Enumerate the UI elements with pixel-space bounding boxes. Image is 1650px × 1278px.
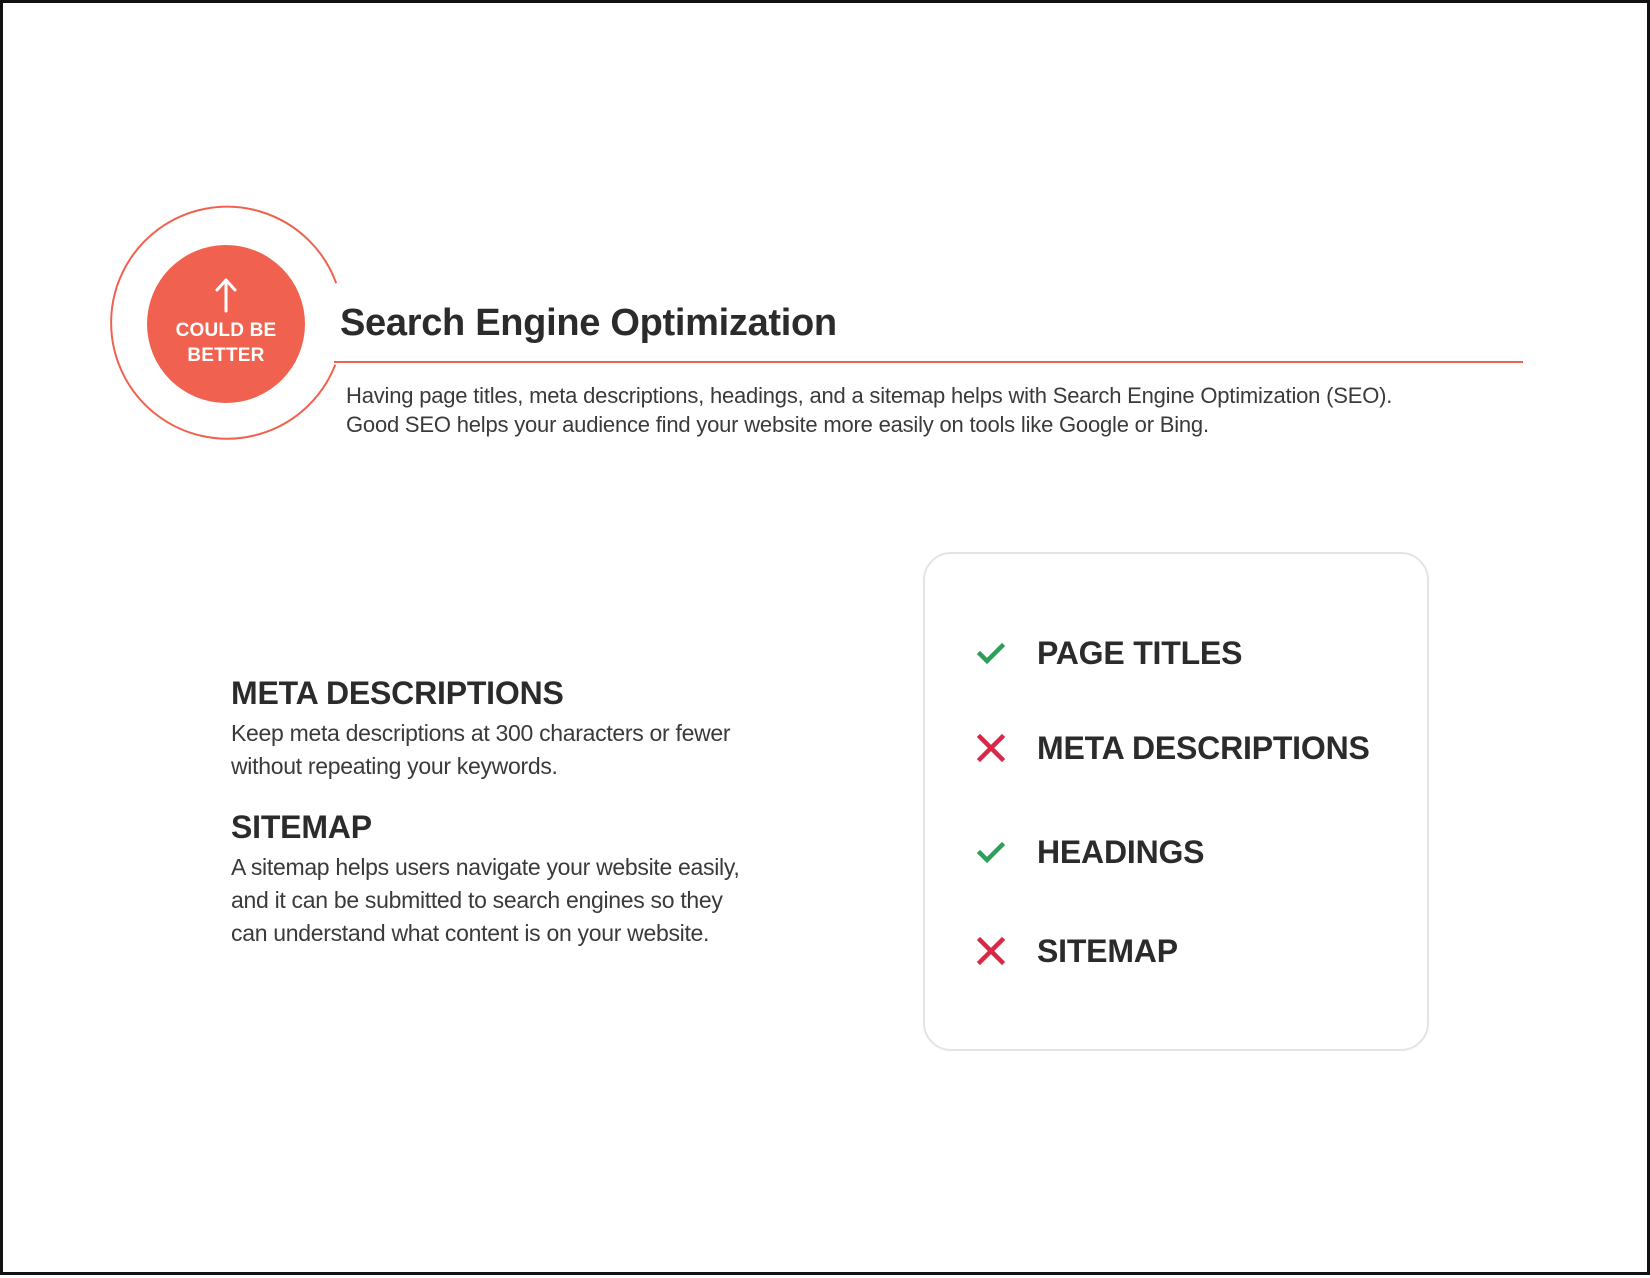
recommendation-text-line: without repeating your keywords. <box>231 753 558 779</box>
recommendations <box>231 673 791 950</box>
check-icon <box>975 836 1007 868</box>
check-icon <box>975 637 1007 669</box>
recommendation-text <box>231 717 791 783</box>
cross-icon <box>975 935 1007 967</box>
section-description-line: Good SEO helps your audience find your website more easily on tools like Google or Bing. <box>346 412 1209 437</box>
recommendation-text-line: can understand what content is on your website. <box>231 920 710 946</box>
recommendation-text-line: Keep meta descriptions at 300 characters or fewer <box>231 720 731 746</box>
checklist-item-page-titles <box>975 631 1415 675</box>
status-badge-label: COULD BE BETTER <box>175 320 277 366</box>
checklist-item-headings <box>975 830 1415 874</box>
checklist-item-label: META DESCRIPTIONS <box>1037 730 1370 766</box>
checklist-item-label: HEADINGS <box>1037 834 1205 870</box>
cross-icon <box>975 732 1007 764</box>
recommendation-text-line: A sitemap helps users navigate your website easily, <box>231 854 740 880</box>
recommendation-heading: META DESCRIPTIONS <box>231 675 564 711</box>
section-description <box>346 381 1446 439</box>
checklist-item-sitemap <box>975 929 1415 973</box>
recommendation-text-line: and it can be submitted to search engines so they <box>231 887 723 913</box>
recommendation-meta-descriptions <box>231 673 791 783</box>
recommendation-text <box>231 851 791 950</box>
arrow-up-icon <box>206 275 246 315</box>
recommendation-heading: SITEMAP <box>231 809 372 845</box>
status-badge <box>147 245 305 403</box>
section-description-line: Having page titles, meta descriptions, headings, and a sitemap helps with Search Engine Optimization (SEO). <box>346 383 1393 408</box>
checklist-item-label: PAGE TITLES <box>1037 635 1243 671</box>
checklist-item-meta-descriptions <box>975 726 1415 770</box>
checklist-item-label: SITEMAP <box>1037 933 1178 969</box>
recommendation-sitemap <box>231 807 791 950</box>
seo-checklist-card <box>923 552 1429 1051</box>
section-title: Search Engine Optimization <box>340 302 837 344</box>
